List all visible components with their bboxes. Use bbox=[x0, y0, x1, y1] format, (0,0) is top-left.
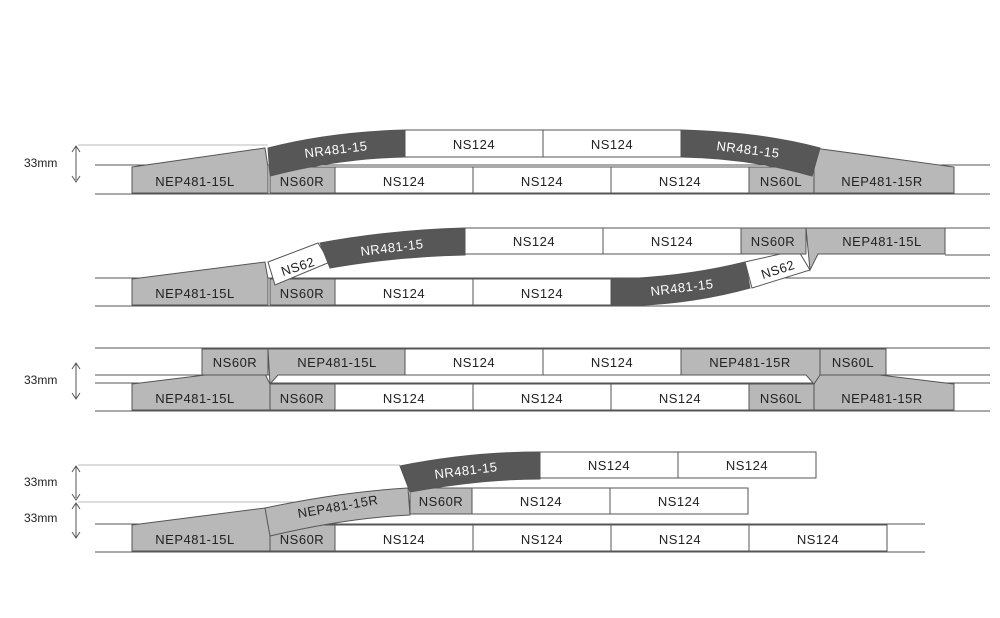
track-label: NS60R bbox=[750, 234, 796, 249]
dimension-label: 33mm bbox=[24, 475, 58, 489]
track-label: NS124 bbox=[725, 458, 769, 473]
track-label: NS124 bbox=[519, 494, 563, 509]
track-label: NS124 bbox=[452, 137, 496, 152]
track-label: NR481-15 bbox=[359, 236, 425, 259]
track-label: NS124 bbox=[382, 286, 426, 301]
track-label: NS60R bbox=[279, 286, 325, 301]
track-label: NS124 bbox=[520, 532, 564, 547]
track-label: NS124 bbox=[382, 174, 426, 189]
track-label: NEP481-15R bbox=[296, 492, 380, 521]
track-label: NS60L bbox=[759, 391, 803, 406]
track-label: NS124 bbox=[520, 286, 564, 301]
track-label: NS124 bbox=[382, 391, 426, 406]
track-label: NEP481-15R bbox=[841, 174, 923, 189]
layout-3 bbox=[24, 348, 990, 411]
track-label: NS124 bbox=[520, 174, 564, 189]
track-label: NS124 bbox=[657, 494, 701, 509]
track-label: NS124 bbox=[452, 355, 496, 370]
track-label: NS124 bbox=[658, 174, 702, 189]
track-label: NEP481-15L bbox=[155, 174, 235, 189]
track-label: NS62 bbox=[279, 254, 317, 279]
dimension-label: 33mm bbox=[24, 373, 58, 387]
track-label: NS124 bbox=[587, 458, 631, 473]
track-label: NS62 bbox=[759, 257, 797, 282]
track-label: NS124 bbox=[796, 532, 840, 547]
track-label: NEP481-15L bbox=[155, 532, 235, 547]
track-label: NS124 bbox=[658, 391, 702, 406]
track-label: NEP481-15L bbox=[155, 286, 235, 301]
track-label: NS124 bbox=[590, 137, 634, 152]
track-label: NS60R bbox=[418, 494, 464, 509]
layout-2 bbox=[95, 228, 990, 306]
track-label: NS60R bbox=[212, 355, 258, 370]
layout-4 bbox=[24, 452, 925, 552]
track-label: NEP481-15R bbox=[709, 355, 791, 370]
track-label: NS60R bbox=[279, 391, 325, 406]
track-label: NEP481-15R bbox=[841, 391, 923, 406]
track-label: NEP481-15L bbox=[842, 234, 922, 249]
dimension-label: 33mm bbox=[24, 156, 58, 170]
track-label: NR481-15 bbox=[715, 138, 781, 161]
track-label: NS124 bbox=[658, 532, 702, 547]
track-label: NS124 bbox=[520, 391, 564, 406]
track-label: NS60L bbox=[759, 174, 803, 189]
track-label: NS124 bbox=[382, 532, 426, 547]
track-label: NS60R bbox=[279, 532, 325, 547]
track-label: NS124 bbox=[590, 355, 634, 370]
track-label: NS60L bbox=[831, 355, 875, 370]
track-label: NR481-15 bbox=[649, 276, 715, 299]
track-label: NEP481-15L bbox=[297, 355, 377, 370]
track-label: NEP481-15L bbox=[155, 391, 235, 406]
layout-1 bbox=[24, 130, 990, 194]
track-label: NS124 bbox=[512, 234, 556, 249]
track-label: NR481-15 bbox=[433, 459, 499, 482]
track-label: NR481-15 bbox=[303, 138, 369, 161]
dimension-label: 33mm bbox=[24, 511, 58, 525]
track-label: NS124 bbox=[650, 234, 694, 249]
track-label: NS60R bbox=[279, 174, 325, 189]
